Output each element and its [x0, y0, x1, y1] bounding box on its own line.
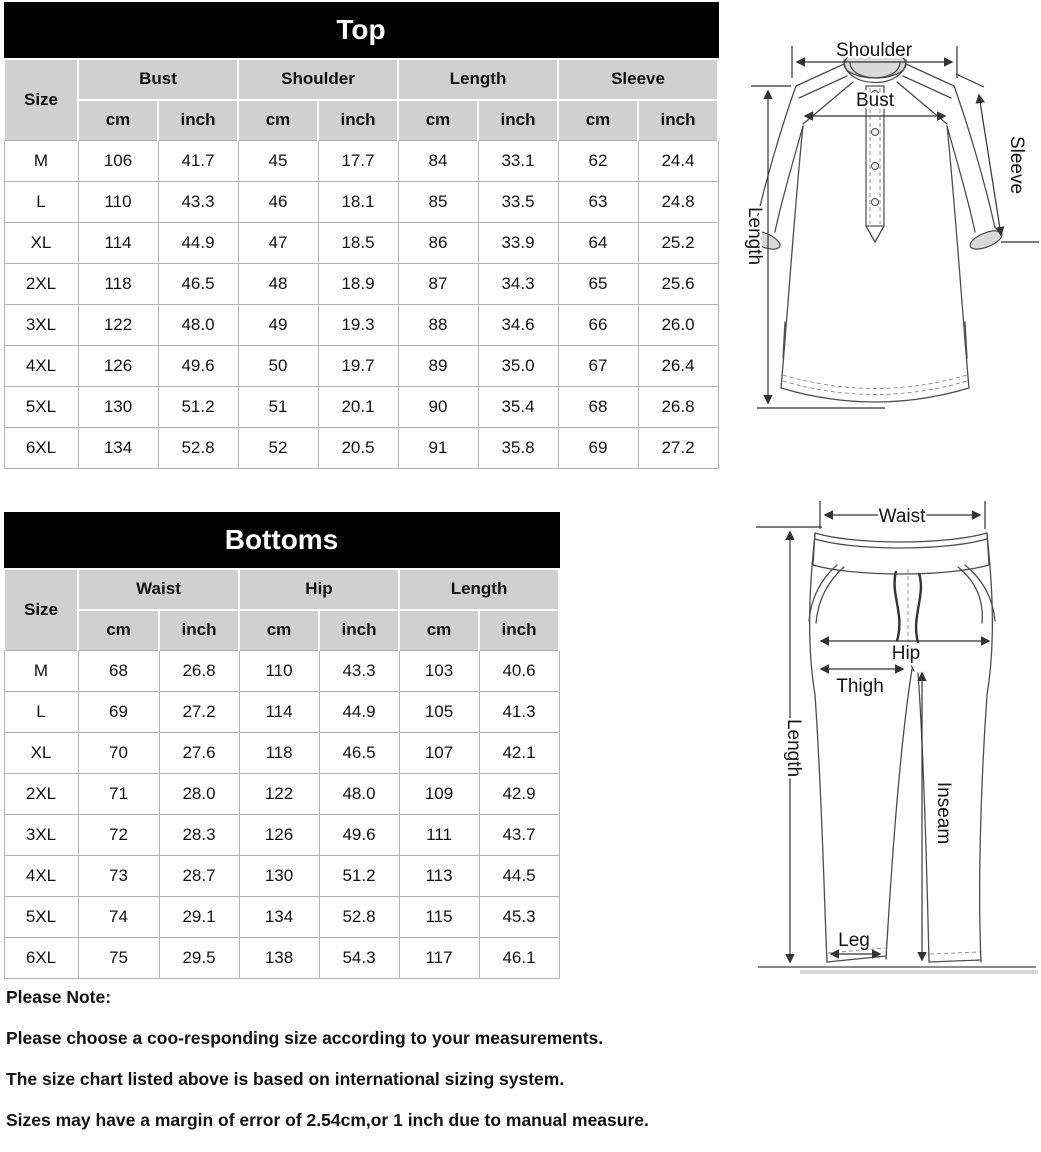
- value-cell: 34.6: [478, 305, 558, 346]
- value-cell: 68: [78, 651, 159, 692]
- top-table-body: [4, 141, 718, 469]
- table-row: [4, 651, 559, 692]
- unit-cell: inch: [158, 100, 238, 141]
- value-cell: 17.7: [318, 141, 398, 182]
- value-cell: 122: [78, 305, 158, 346]
- value-cell: 43.7: [479, 815, 559, 856]
- size-cell: 6XL: [4, 428, 78, 469]
- value-cell: 29.1: [159, 897, 239, 938]
- value-cell: 64: [558, 223, 638, 264]
- value-cell: 109: [399, 774, 479, 815]
- unit-cell: cm: [398, 100, 478, 141]
- unit-cell: inch: [318, 100, 398, 141]
- size-cell: 3XL: [4, 305, 78, 346]
- bottoms-header-hip: Hip: [239, 569, 399, 610]
- value-cell: 35.4: [478, 387, 558, 428]
- value-cell: 40.6: [479, 651, 559, 692]
- value-cell: 43.3: [319, 651, 399, 692]
- unit-cell: inch: [478, 100, 558, 141]
- leg-label: Leg: [838, 930, 870, 951]
- value-cell: 46.5: [319, 733, 399, 774]
- value-cell: 26.0: [638, 305, 718, 346]
- value-cell: 114: [78, 223, 158, 264]
- value-cell: 26.8: [638, 387, 718, 428]
- value-cell: 69: [78, 692, 159, 733]
- floor-line: [758, 967, 1038, 972]
- bottoms-table-title: Bottoms: [4, 513, 559, 569]
- value-cell: 25.6: [638, 264, 718, 305]
- value-cell: 44.5: [479, 856, 559, 897]
- top-size-table: [3, 2, 719, 469]
- table-row: [4, 223, 718, 264]
- value-cell: 134: [78, 428, 158, 469]
- value-cell: 63: [558, 182, 638, 223]
- value-cell: 47: [238, 223, 318, 264]
- inseam-label: Inseam: [933, 781, 954, 845]
- top-header-size: Size: [4, 59, 78, 141]
- value-cell: 49: [238, 305, 318, 346]
- size-cell: 5XL: [4, 387, 78, 428]
- size-cell: L: [4, 692, 78, 733]
- size-cell: 5XL: [4, 897, 78, 938]
- hip-label: Hip: [891, 643, 921, 664]
- value-cell: 26.4: [638, 346, 718, 387]
- value-cell: 45.3: [479, 897, 559, 938]
- waist-label: Waist: [878, 506, 926, 527]
- table-row: [4, 733, 559, 774]
- value-cell: 88: [398, 305, 478, 346]
- unit-cell: inch: [319, 610, 399, 651]
- value-cell: 24.4: [638, 141, 718, 182]
- value-cell: 46: [238, 182, 318, 223]
- value-cell: 105: [399, 692, 479, 733]
- value-cell: 52: [238, 428, 318, 469]
- value-cell: 134: [239, 897, 319, 938]
- value-cell: 110: [239, 651, 319, 692]
- value-cell: 34.3: [478, 264, 558, 305]
- notes-section: [6, 988, 736, 1152]
- notes-heading: Please Note:: [6, 987, 112, 1007]
- size-cell: 4XL: [4, 346, 78, 387]
- size-cell: 3XL: [4, 815, 78, 856]
- value-cell: 118: [239, 733, 319, 774]
- value-cell: 70: [78, 733, 159, 774]
- value-cell: 41.7: [158, 141, 238, 182]
- value-cell: 86: [398, 223, 478, 264]
- value-cell: 19.3: [318, 305, 398, 346]
- bottoms-header-size: Size: [4, 569, 78, 651]
- unit-cell: cm: [238, 100, 318, 141]
- bottoms-header-length: Length: [399, 569, 559, 610]
- value-cell: 90: [398, 387, 478, 428]
- value-cell: 46.5: [158, 264, 238, 305]
- unit-cell: inch: [638, 100, 718, 141]
- unit-cell: cm: [78, 610, 159, 651]
- table-row: [4, 387, 718, 428]
- value-cell: 89: [398, 346, 478, 387]
- bottoms-header-waist: Waist: [78, 569, 239, 610]
- top-header-bust: Bust: [78, 59, 238, 100]
- bottoms-table-unit-row: [4, 610, 559, 651]
- value-cell: 111: [399, 815, 479, 856]
- value-cell: 28.0: [159, 774, 239, 815]
- value-cell: 28.7: [159, 856, 239, 897]
- bust-label: Bust: [855, 90, 895, 111]
- value-cell: 48.0: [319, 774, 399, 815]
- value-cell: 115: [399, 897, 479, 938]
- value-cell: 25.2: [638, 223, 718, 264]
- table-row: [4, 141, 718, 182]
- value-cell: 43.3: [158, 182, 238, 223]
- value-cell: 75: [78, 938, 159, 979]
- value-cell: 45: [238, 141, 318, 182]
- value-cell: 48.0: [158, 305, 238, 346]
- value-cell: 113: [399, 856, 479, 897]
- value-cell: 72: [78, 815, 159, 856]
- top-header-length: Length: [398, 59, 558, 100]
- value-cell: 18.1: [318, 182, 398, 223]
- unit-cell: cm: [78, 100, 158, 141]
- bottoms-table-title-row: [4, 513, 559, 569]
- table-row: [4, 856, 559, 897]
- value-cell: 118: [78, 264, 158, 305]
- value-cell: 50: [238, 346, 318, 387]
- value-cell: 33.9: [478, 223, 558, 264]
- table-row: [4, 692, 559, 733]
- value-cell: 49.6: [158, 346, 238, 387]
- unit-cell: inch: [159, 610, 239, 651]
- unit-cell: cm: [239, 610, 319, 651]
- value-cell: 44.9: [158, 223, 238, 264]
- value-cell: 130: [239, 856, 319, 897]
- unit-cell: cm: [558, 100, 638, 141]
- value-cell: 117: [399, 938, 479, 979]
- value-cell: 87: [398, 264, 478, 305]
- value-cell: 71: [78, 774, 159, 815]
- value-cell: 54.3: [319, 938, 399, 979]
- value-cell: 19.7: [318, 346, 398, 387]
- size-cell: XL: [4, 733, 78, 774]
- pants-diagram: [740, 495, 1041, 995]
- value-cell: 33.1: [478, 141, 558, 182]
- note-line: Please choose a coo-responding size according to your measurements.: [6, 1028, 604, 1048]
- table-row: [4, 897, 559, 938]
- value-cell: 73: [78, 856, 159, 897]
- table-row: [4, 346, 718, 387]
- size-cell: M: [4, 141, 78, 182]
- value-cell: 84: [398, 141, 478, 182]
- value-cell: 122: [239, 774, 319, 815]
- thigh-label: Thigh: [836, 676, 884, 697]
- value-cell: 52.8: [319, 897, 399, 938]
- value-cell: 41.3: [479, 692, 559, 733]
- size-cell: 6XL: [4, 938, 78, 979]
- size-cell: L: [4, 182, 78, 223]
- value-cell: 18.5: [318, 223, 398, 264]
- value-cell: 42.1: [479, 733, 559, 774]
- value-cell: 126: [78, 346, 158, 387]
- shoulder-label: Shoulder: [835, 40, 913, 61]
- table-row: [4, 774, 559, 815]
- top-header-shoulder: Shoulder: [238, 59, 398, 100]
- bottoms-table-body: [4, 651, 559, 979]
- value-cell: 126: [239, 815, 319, 856]
- value-cell: 20.5: [318, 428, 398, 469]
- value-cell: 20.1: [318, 387, 398, 428]
- value-cell: 85: [398, 182, 478, 223]
- note-line: The size chart listed above is based on international sizing system.: [6, 1069, 565, 1089]
- table-row: [4, 428, 718, 469]
- value-cell: 24.8: [638, 182, 718, 223]
- size-cell: 2XL: [4, 264, 78, 305]
- value-cell: 66: [558, 305, 638, 346]
- top-table-title: Top: [4, 3, 718, 59]
- size-cell: 4XL: [4, 856, 78, 897]
- top-table-title-row: [4, 3, 718, 59]
- length-label: Length: [744, 206, 765, 266]
- value-cell: 48: [238, 264, 318, 305]
- value-cell: 51: [238, 387, 318, 428]
- unit-cell: inch: [479, 610, 559, 651]
- value-cell: 49.6: [319, 815, 399, 856]
- size-cell: 2XL: [4, 774, 78, 815]
- value-cell: 33.5: [478, 182, 558, 223]
- value-cell: 35.8: [478, 428, 558, 469]
- value-cell: 28.3: [159, 815, 239, 856]
- size-cell: XL: [4, 223, 78, 264]
- value-cell: 42.9: [479, 774, 559, 815]
- value-cell: 27.2: [159, 692, 239, 733]
- value-cell: 52.8: [158, 428, 238, 469]
- value-cell: 65: [558, 264, 638, 305]
- value-cell: 51.2: [319, 856, 399, 897]
- value-cell: 35.0: [478, 346, 558, 387]
- value-cell: 106: [78, 141, 158, 182]
- pants-length-label: Length: [783, 718, 804, 778]
- value-cell: 67: [558, 346, 638, 387]
- value-cell: 18.9: [318, 264, 398, 305]
- note-line: Sizes may have a margin of error of 2.54cm,or 1 inch due to manual measure.: [6, 1110, 649, 1130]
- value-cell: 29.5: [159, 938, 239, 979]
- table-row: [4, 815, 559, 856]
- unit-cell: cm: [399, 610, 479, 651]
- sleeve-label: Sleeve: [1006, 135, 1027, 195]
- table-row: [4, 938, 559, 979]
- table-row: [4, 305, 718, 346]
- value-cell: 27.2: [638, 428, 718, 469]
- value-cell: 44.9: [319, 692, 399, 733]
- bottoms-size-table: [3, 512, 560, 979]
- value-cell: 103: [399, 651, 479, 692]
- top-table-group-row: [4, 59, 718, 100]
- value-cell: 68: [558, 387, 638, 428]
- value-cell: 27.6: [159, 733, 239, 774]
- value-cell: 130: [78, 387, 158, 428]
- table-row: [4, 264, 718, 305]
- value-cell: 46.1: [479, 938, 559, 979]
- value-cell: 26.8: [159, 651, 239, 692]
- table-row: [4, 182, 718, 223]
- top-header-sleeve: Sleeve: [558, 59, 718, 100]
- value-cell: 138: [239, 938, 319, 979]
- value-cell: 110: [78, 182, 158, 223]
- pants-outline: [809, 533, 995, 962]
- value-cell: 114: [239, 692, 319, 733]
- top-garment-diagram: [735, 2, 1041, 488]
- value-cell: 51.2: [158, 387, 238, 428]
- value-cell: 74: [78, 897, 159, 938]
- size-cell: M: [4, 651, 78, 692]
- top-table-unit-row: [4, 100, 718, 141]
- value-cell: 107: [399, 733, 479, 774]
- value-cell: 62: [558, 141, 638, 182]
- value-cell: 69: [558, 428, 638, 469]
- value-cell: 91: [398, 428, 478, 469]
- bottoms-table-group-row: [4, 569, 559, 610]
